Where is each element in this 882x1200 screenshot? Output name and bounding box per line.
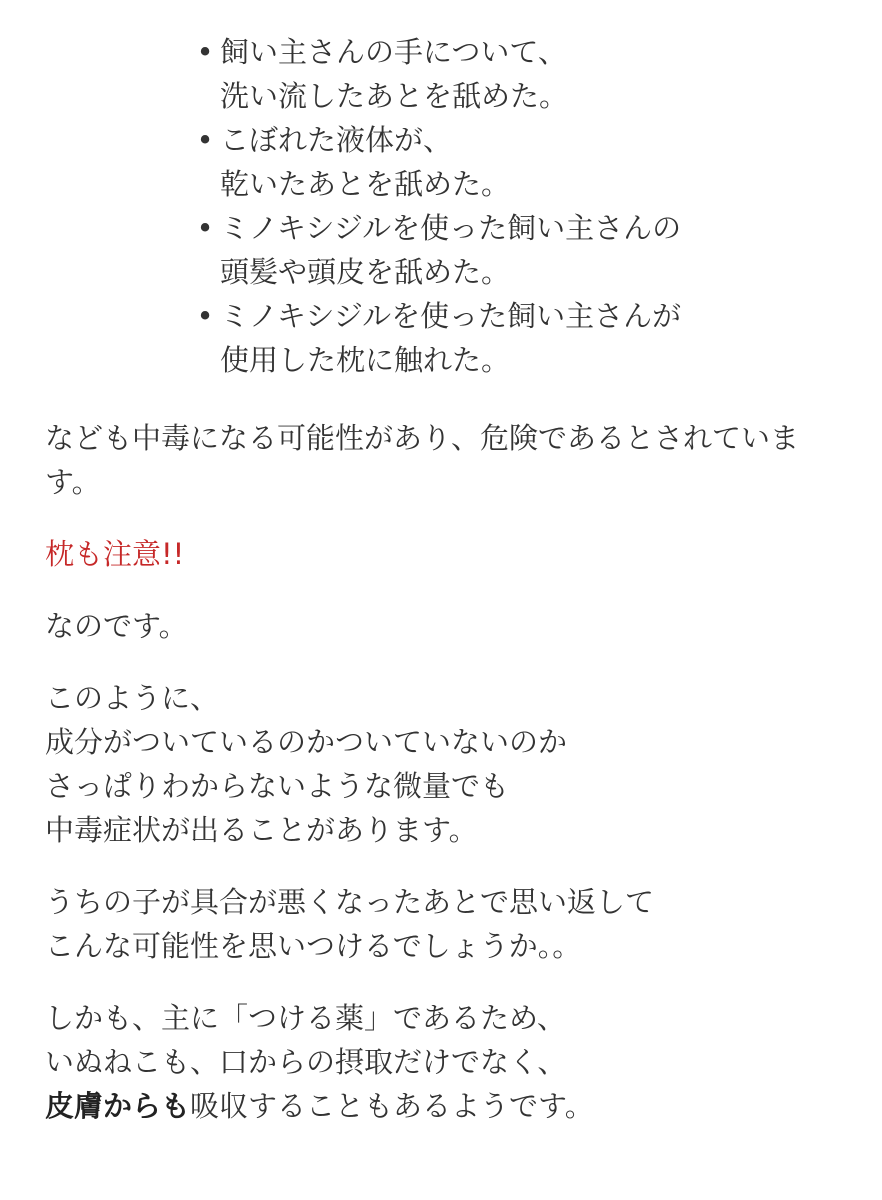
recall-paragraph xyxy=(45,880,845,968)
list-item-line: 洗い流したあとを舐めた。 xyxy=(220,79,569,113)
bullet-icon: • xyxy=(196,123,214,157)
list-item xyxy=(196,294,845,382)
paragraph-line: しかも、主に「つける薬」であるため、 xyxy=(45,1001,566,1035)
bullet-icon: • xyxy=(196,211,214,245)
paragraph-line: さっぱりわからないような微量でも xyxy=(45,769,510,803)
paragraph-line: いぬねこも、口からの摂取だけでなく、 xyxy=(45,1045,567,1079)
paragraph-line: す。 xyxy=(45,465,101,499)
pillow-warning xyxy=(45,532,845,576)
paragraph-line: なのです。 xyxy=(45,609,188,643)
trace-amount-paragraph xyxy=(45,676,845,852)
nanodesu-paragraph xyxy=(45,604,845,648)
paragraph-line xyxy=(45,1084,845,1128)
warning-text: 枕も注意!! xyxy=(45,537,185,571)
paragraph-line: このように、 xyxy=(45,681,220,715)
list-item-line: 使用した枕に触れた。 xyxy=(220,343,511,377)
paragraph-line: なども中毒になる可能性があり、危険であるとされていま xyxy=(45,421,800,455)
skin-absorption-paragraph xyxy=(45,996,845,1128)
list-item xyxy=(196,206,845,294)
list-item-line: ミノキシジルを使った飼い主さんの xyxy=(220,211,682,245)
bullet-icon: • xyxy=(196,35,214,69)
paragraph-line: うちの子が具合が悪くなったあとで思い返して xyxy=(45,885,655,919)
paragraph-line: 中毒症状が出ることがあります。 xyxy=(45,813,478,847)
list-item-line: こぼれた液体が、 xyxy=(220,123,453,157)
paragraph-line: こんな可能性を思いつけるでしょうか。。 xyxy=(45,929,582,963)
list-item-line: 乾いたあとを舐めた。 xyxy=(220,167,511,201)
list-item-line: 頭髪や頭皮を舐めた。 xyxy=(220,255,511,289)
paragraph-line: 成分がついているのかついていないのか xyxy=(45,725,568,759)
paragraph-line-rest: 吸収することもあるようです。 xyxy=(190,1089,594,1123)
list-item-line: ミノキシジルを使った飼い主さんが xyxy=(220,299,682,333)
list-item xyxy=(196,30,845,118)
danger-paragraph xyxy=(45,416,845,504)
bullet-icon: • xyxy=(196,299,214,333)
list-item xyxy=(196,118,845,206)
exposure-list xyxy=(45,30,845,382)
emphasis-text: 皮膚からも xyxy=(45,1089,191,1123)
article-body xyxy=(45,30,845,1156)
list-item-line: 飼い主さんの手について、 xyxy=(220,35,567,69)
